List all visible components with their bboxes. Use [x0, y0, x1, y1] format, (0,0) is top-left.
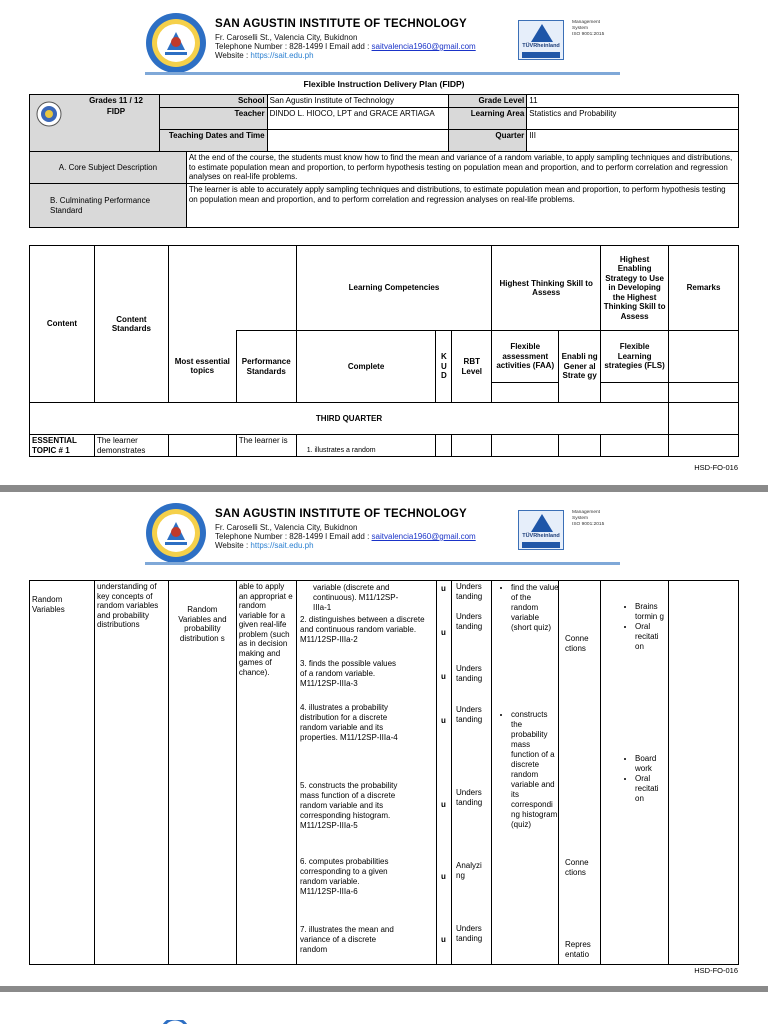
institution-address: Fr. Caroselli St., Valencia City, Bukidnon: [215, 523, 358, 532]
cert-logo-text: TÜVRheinland: [522, 533, 560, 539]
fls-item: • Oral recitati on: [635, 774, 667, 804]
school-label: School: [159, 95, 267, 108]
faa-blank-r: [492, 435, 559, 457]
tuv-triangle-icon: [531, 24, 553, 42]
website-line: [215, 541, 314, 550]
mgmt-line: System: [572, 516, 588, 521]
fls-item: • Brains tormin g: [635, 602, 667, 622]
document-page-3: [0, 992, 768, 1024]
col-performance-standards: Performance Standards: [236, 331, 296, 403]
school-seal-icon: [160, 1020, 190, 1024]
col-faa: Flexible assessment activities (FAA): [492, 331, 559, 383]
col-highest-enabling: Highest Enabling Strategy to Use in Developing the Highest Thinking Skill to Assess: [601, 246, 669, 331]
header-rule: [145, 72, 620, 75]
col-content: Content: [30, 246, 95, 403]
fls-item: • Board work: [635, 754, 667, 774]
document-title: Flexible Instruction Delivery Plan (FIDP): [303, 79, 465, 89]
teacher-label: Teacher: [159, 107, 267, 129]
letterhead: [145, 502, 620, 564]
mgmt-line: ISO 9001:2015: [572, 32, 605, 37]
blank-header: [168, 246, 296, 331]
form-code: HSD-FO-016: [694, 966, 738, 975]
competency-item: 6. computes probabilities corresponding to a given random variable. M11/12SP-IIIa-6: [300, 857, 389, 896]
website-line: [215, 51, 314, 60]
letterhead: [145, 12, 620, 74]
col-rbt: RBT Level: [452, 331, 492, 403]
most-essential-blank: [168, 435, 236, 457]
document-page-1: [0, 0, 768, 485]
contact-line: [215, 42, 476, 51]
core-subject-text: At the end of the course, the students must know how to find the mean and variance of a random variable, to apply sampling techniques and distributions, to estimate population mean and proportion, to perform hypothesis testing on population mean and proportion, and to perform correlation and regression analyses on real-life problems.: [186, 152, 738, 184]
culminating-text: The learner is able to accurately apply sampling techniques and distributions, to estimate population mean and proportion, to perform hypothesis testing on population mean and proportion, and to perform correlation and regression analyses on real-life problems.: [186, 184, 738, 228]
institution-name: SAN AGUSTIN INSTITUTE OF TECHNOLOGY: [215, 508, 467, 520]
col-complete: Complete: [296, 331, 436, 403]
kud-value: u: [441, 872, 446, 881]
kud-value: u: [441, 935, 446, 944]
email-link[interactable]: saitvalencia1960@gmail.com: [371, 532, 476, 541]
management-system-label: [572, 510, 620, 552]
faa-item: • constructs the probability mass function of a discrete random variable and its correspondi ng histogram (quiz): [511, 710, 559, 830]
grade-level-value: 11: [527, 95, 739, 108]
competency-item: 3. finds the possible values of a random variable. M11/12SP-IIIa-3: [300, 659, 397, 688]
form-code: HSD-FO-016: [694, 463, 738, 472]
school-seal-icon: [145, 12, 207, 74]
management-system-label: [572, 20, 620, 62]
enabling-strategy: Conne ctions: [565, 634, 589, 653]
fls-item: • Oral recitati on: [635, 622, 667, 652]
website-link[interactable]: https://sait.edu.ph: [250, 51, 314, 60]
competency-item: 4. illustrates a probability distribution for a discrete random variable and its properties. M11/12SP-IIIa-4: [300, 703, 398, 742]
institution-address: Fr. Caroselli St., Valencia City, Bukidnon: [215, 33, 358, 42]
performance-start: The learner is: [236, 435, 296, 457]
teacher-value: DINDO L. HIOCO, LPT and GRACE ARTIAGA: [267, 107, 449, 129]
school-seal-icon: [145, 502, 207, 564]
rbt-cell: [452, 581, 492, 965]
mgmt-line: Management: [572, 510, 600, 515]
rbt-value: Unders tanding: [456, 664, 483, 683]
kud-cell: [436, 581, 452, 965]
grades-label: Grades 11 / 12: [89, 96, 143, 105]
competency-item: variable (discrete and continuous). M11/12SP-IIIa-1: [313, 583, 399, 612]
rbt-value: Unders tanding: [456, 612, 483, 631]
website-link[interactable]: https://sait.edu.ph: [250, 541, 314, 550]
quarter-label: Quarter: [449, 129, 527, 151]
faa-list: [497, 583, 559, 633]
competency-header-table: [29, 245, 739, 457]
learning-area-label: Learning Area: [449, 107, 527, 129]
rbt-value: Unders tanding: [456, 924, 483, 943]
cert-bar: [522, 52, 560, 58]
quarter-value: III: [527, 129, 739, 151]
content-std-start: The learner demonstrates: [94, 435, 168, 457]
cert-logo-text: TÜVRheinland: [522, 43, 560, 49]
website-label: Website :: [215, 541, 251, 550]
col-learning-competencies: Learning Competencies: [296, 246, 492, 331]
enabling-blank-r: [559, 435, 601, 457]
essential-topic: ESSENTIAL TOPIC # 1: [30, 435, 95, 457]
remarks-blank: [669, 331, 739, 383]
content-standards-cell: understanding of key concepts of random variables and probability distributions: [94, 581, 168, 965]
competency-item: 7. illustrates the mean and variance of a discrete random: [300, 925, 394, 954]
dates-label: Teaching Dates and Time: [159, 129, 267, 151]
grade-level-label: Grade Level: [449, 95, 527, 108]
col-remarks: Remarks: [669, 246, 739, 331]
header-rule: [145, 562, 620, 565]
info-table: [29, 94, 739, 152]
certification-logo: [518, 20, 564, 60]
kud-value: u: [441, 672, 446, 681]
kud-value: u: [441, 628, 446, 637]
col-most-essential: Most essential topics: [168, 331, 236, 403]
cert-bar: [522, 542, 560, 548]
mgmt-line: System: [572, 26, 588, 31]
learning-area-value: Statistics and Probability: [527, 107, 739, 129]
col-enabling-general: Enabli ng Gener al Strate gy: [559, 331, 601, 403]
most-essential-cell: Random Variables and probability distribution s: [168, 581, 236, 965]
phone-text: Telephone Number : 828-1499 l Email add :: [215, 42, 372, 51]
competency-item: 5. constructs the probability mass function of a discrete random variable and its corresponding histogram. M11/12SP-IIIa-5: [300, 781, 398, 830]
fls-blank: [601, 383, 669, 403]
email-link[interactable]: saitvalencia1960@gmail.com: [371, 42, 476, 51]
school-value: San Agustin Institute of Technology: [267, 95, 449, 108]
remarks-cell: [669, 581, 739, 965]
faa-list: [497, 710, 559, 830]
kud-blank: [436, 435, 452, 457]
third-quarter-remarks: [669, 403, 739, 435]
enabling-strategy: Repres entatio: [565, 940, 591, 959]
mgmt-line: Management: [572, 20, 600, 25]
col-fls: Flexible Learning strategies (FLS): [601, 331, 669, 383]
dates-value: [267, 129, 449, 151]
rbt-value: Unders tanding: [456, 582, 483, 601]
culminating-label: B. Culminating Performance Standard: [30, 184, 187, 228]
fls-list: [621, 754, 667, 804]
content-cell: Random Variables: [30, 581, 95, 965]
col-content-standards: Content Standards: [94, 246, 168, 403]
remarks-blank-r: [669, 435, 739, 457]
contact-line: [215, 532, 476, 541]
core-subject-label: A. Core Subject Description: [30, 152, 187, 184]
description-table: [29, 151, 739, 228]
certification-logo: [518, 510, 564, 550]
institution-name: SAN AGUSTIN INSTITUTE OF TECHNOLOGY: [215, 18, 467, 30]
kud-value: u: [441, 584, 446, 593]
phone-text: Telephone Number : 828-1499 l Email add :: [215, 532, 372, 541]
fls-blank-r: [601, 435, 669, 457]
kud-value: u: [441, 800, 446, 809]
col-highest-thinking: Highest Thinking Skill to Assess: [492, 246, 601, 331]
kud-value: u: [441, 716, 446, 725]
faa-item: • find the value of the random variable (short quiz): [511, 583, 559, 633]
rbt-value: Analyzi ng: [456, 861, 482, 880]
rbt-value: Unders tanding: [456, 705, 483, 724]
rbt-blank: [452, 435, 492, 457]
col-kud: K U D: [436, 331, 452, 403]
mgmt-line: ISO 9001:2015: [572, 522, 605, 527]
performance-standards-cell: able to apply an appropriat e random variable for a given real-life problem (such as in decision making and games of chance).: [236, 581, 296, 965]
competency-item: 2. distinguishes between a discrete and continuous random variable. M11/12SP-IIIa-2: [300, 615, 425, 644]
fls-list: [621, 602, 667, 652]
third-quarter-heading: THIRD QUARTER: [30, 403, 669, 435]
faa-blank: [492, 383, 559, 403]
fidp-label: FIDP: [106, 107, 126, 116]
competency-start: 1. illustrates a random: [296, 435, 436, 457]
document-page-2: [0, 492, 768, 986]
enabling-strategy: Conne ctions: [565, 858, 589, 877]
grades-cell: [30, 95, 160, 152]
rbt-value: Unders tanding: [456, 788, 483, 807]
tuv-triangle-icon: [531, 514, 553, 532]
website-label: Website :: [215, 51, 251, 60]
remarks-blank-2: [669, 383, 739, 403]
deped-seal-icon: [36, 101, 62, 127]
